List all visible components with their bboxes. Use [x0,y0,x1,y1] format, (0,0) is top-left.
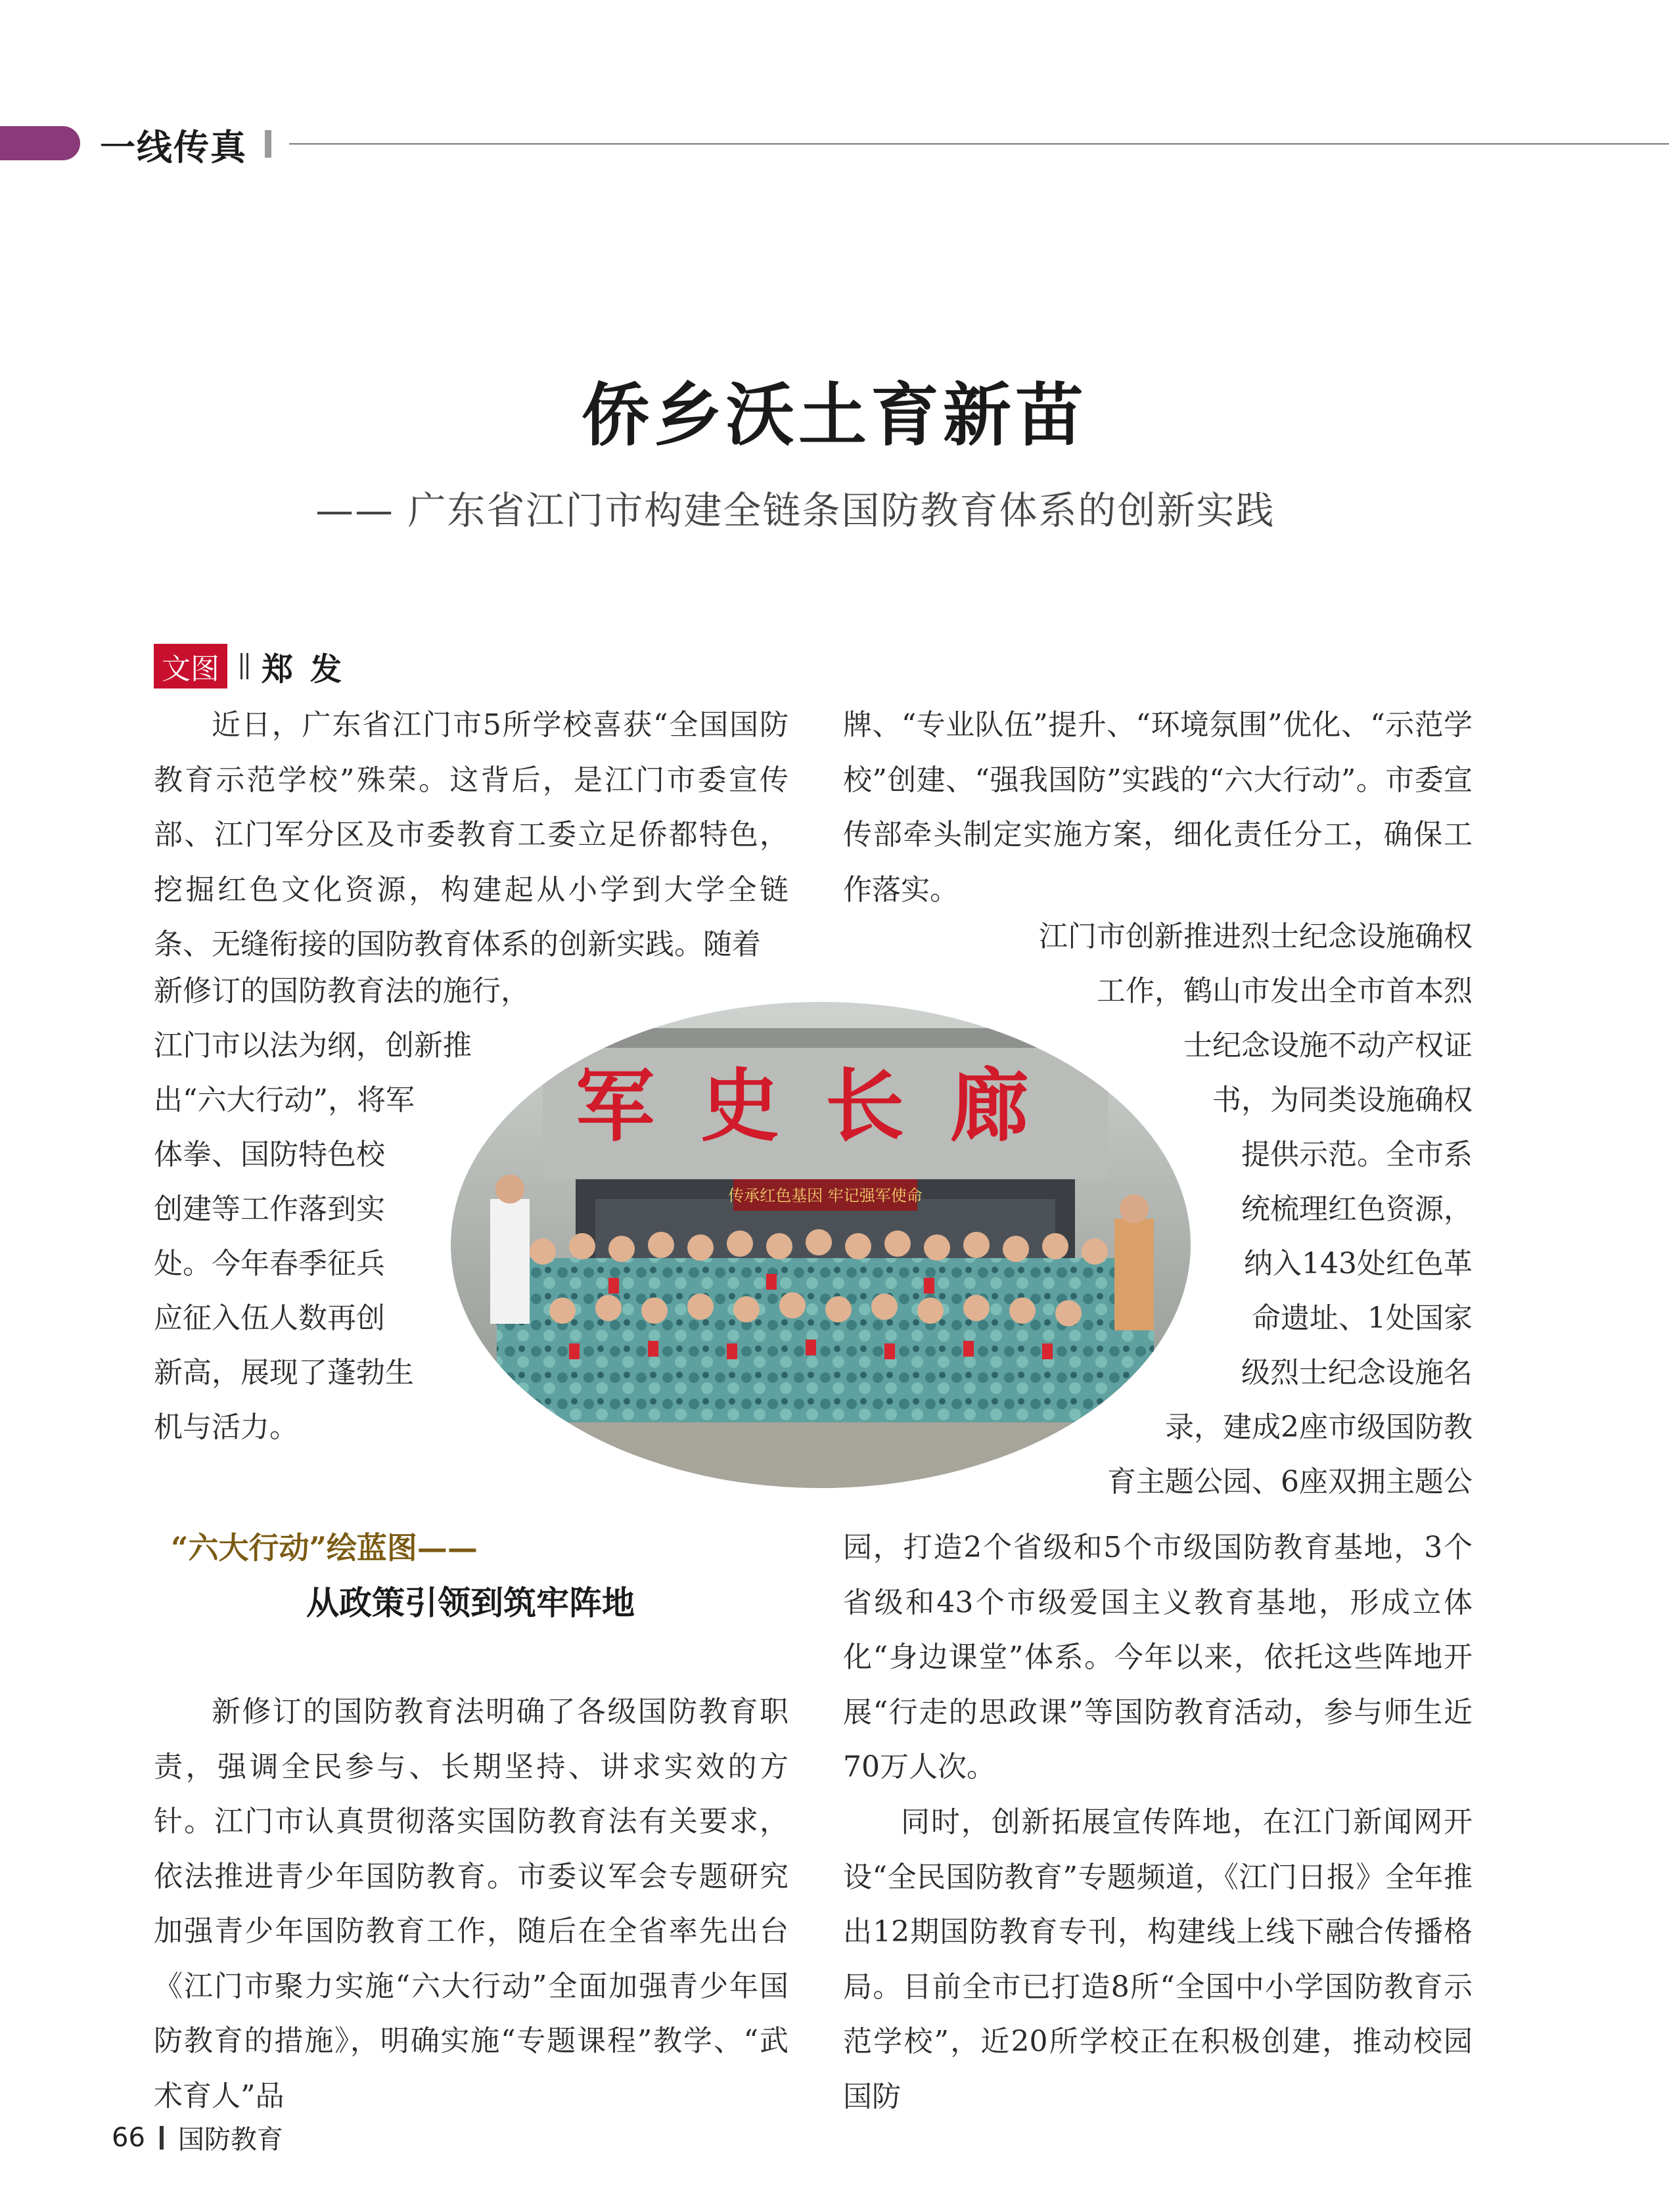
wrap-line: 士纪念设施不动产权证 [1183,1029,1473,1062]
photo-sign-text: 军史长廊 [576,1061,1075,1152]
wrap-line: 创建等工作落到实 [154,1192,385,1226]
author: 郑发 [262,650,359,688]
section-heading-2: 从政策引领到筑牢阵地 [306,1584,635,1622]
byline-tag: 文图 [154,644,227,688]
footer-divider [160,2126,164,2150]
col1-paragraph-2: 新修订的国防教育法明确了各级国防教育职责，强调全民参与、长期坚持、讲求实效的方针。江门市认真贯彻落实国防教育法有关要求，依法推进青少年国防教育。市委议军会专题研究加强青少年国防教育工作，随后在全省率先出台《江门市聚力实施“六大行动”全面加强青少年国防教育的措施》，明确实施“专题课程”教学、“武术育人”品 [154,1695,789,2113]
byline-separator [240,653,248,679]
wrap-line: 新修订的国防教育法的施行， [154,974,530,1008]
wrap-line: 命遗址、1处国家 [1252,1301,1473,1335]
wrap-line: 提供示范。全市系 [1241,1138,1473,1171]
group-photo [451,1002,1191,1488]
wrap-line: 机与活力。 [154,1411,298,1444]
wrap-line: 录，建成2座市级国防教 [1165,1411,1473,1444]
wrap-line: 书，为同类设施确权 [1212,1083,1473,1117]
header-rule [289,143,1669,145]
wrap-line: 育主题公园、6座双拥主题公 [1107,1465,1473,1499]
wrap-line: 出“六大行动”，将军 [154,1083,415,1117]
wrap-line: 级烈士纪念设施名 [1241,1356,1473,1389]
col2-paragraph-3: 同时，创新拓展宣传阵地，在江门新闻网开设“全民国防教育”专题频道，《江门日报》全年推出12期国防教育专刊，构建线上线下融合传播格局。目前全市已打造8所“全国中小学国防教育示范学校”，近20所学校正在积极创建，推动校园国防 [843,1805,1473,2113]
col2-paragraph-2-rest: 园，打造2个省级和5个市级国防教育基地，3个省级和43个市级爱国主义教育基地，形成立体化“身边课堂”体系。今年以来，依托这些阵地开展“行走的思政课”等国防教育活动，参与师生近70万人次。 [843,1531,1473,1784]
magazine-name: 国防教育 [177,2125,283,2155]
wrap-line: 统梳理红色资源， [1241,1192,1473,1226]
wrap-line: 处。今年春季征兵 [154,1247,385,1280]
section-heading-1: “六大行动”绘蓝图—— [171,1530,478,1566]
section-divider [265,130,271,158]
wrap-line: 江门市以法为纲，创新推 [154,1029,472,1062]
wrap-line: 应征入伍人数再创 [154,1301,385,1335]
article-subtitle: —— 广东省江门市构建全链条国防教育体系的创新实践 [315,488,1275,533]
photo-banner-text: 传承红色基因 牢记强军使命 [728,1186,923,1205]
section-label: 一线传真 [100,127,247,168]
page-number: 66 [112,2122,145,2153]
wrap-line: 新高，展现了蓬勃生 [154,1356,414,1389]
section-pill [0,126,80,160]
byline [154,645,359,687]
wrap-line: 工作，鹤山市发出全市首本烈 [1097,974,1473,1008]
col2-paragraph-1: 牌、“专业队伍”提升、“环境氛围”优化、“示范学校”创建、“强我国防”实践的“六大行动”。市委宣传部牵头制定实施方案，细化责任分工，确保工作落实。 [843,708,1473,907]
wrap-line: 江门市创新推进烈士纪念设施确权 [1039,920,1473,953]
article-title: 侨乡沃土育新苗 [581,375,1087,455]
col1-paragraph-1: 近日，广东省江门市5所学校喜获“全国国防教育示范学校”殊荣。这背后，是江门市委宣传部、江门军分区及市委教育工委立足侨都特色，挖掘红色文化资源，构建起从小学到大学全链条、无缝衔接的国防教育体系的创新实践。随着 [154,708,789,961]
page-footer [112,2119,283,2156]
wrap-line: 体拳、国防特色校 [154,1138,385,1171]
wrap-line: 纳入143处红色革 [1244,1247,1473,1280]
